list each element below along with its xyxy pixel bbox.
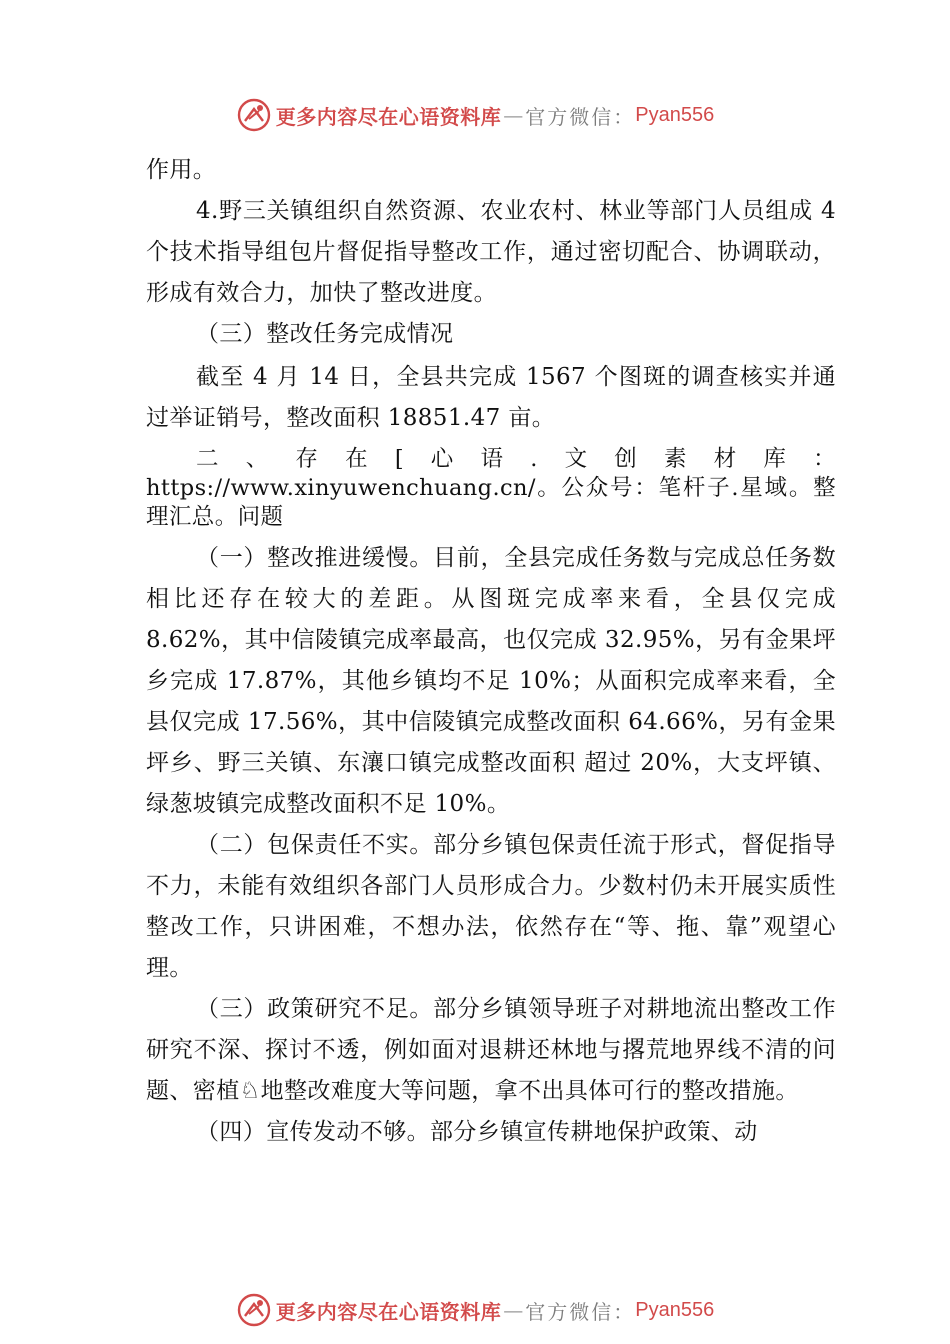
document-body xyxy=(146,150,836,1153)
book-logo-icon xyxy=(236,97,272,133)
banner-title: 更多内容尽在心语资料库 xyxy=(275,1299,502,1324)
footer-banner xyxy=(0,1290,950,1330)
paragraph: （四）宣传发动不够。部分乡镇宣传耕地保护政策、动 xyxy=(196,1119,758,1145)
banner-wechat-label: 官方微信： xyxy=(525,104,636,129)
section-heading: 二、存在[心语.文创素材库：https://www.xinyuwenchuang.cn/。公众号：笔杆子.星域。整理汇总。问题 xyxy=(146,446,836,530)
banner-wechat-id: Pyan556 xyxy=(635,1298,715,1321)
paragraph: 截至 4 月 14 日，全县共完成 1567 个图斑的调查核实并通过举证销号，整改面积 18851.47 亩。 xyxy=(146,364,836,431)
banner-separator: — xyxy=(503,103,524,127)
header-banner xyxy=(0,95,950,135)
paragraph: （三）政策研究不足。部分乡镇领导班子对耕地流出整改工作研究不深、探讨不透，例如面对退耕还林地与撂荒地界线不清的问题、密植♘地整改难度大等问题，拿不出具体可行的整改措施。 xyxy=(146,996,836,1104)
paragraph: 作用。 xyxy=(146,157,217,183)
banner-title: 更多内容尽在心语资料库 xyxy=(275,104,502,129)
book-logo-icon xyxy=(236,1292,272,1328)
section-heading: （三）整改任务完成情况 xyxy=(196,321,454,347)
banner-separator: — xyxy=(503,1298,524,1322)
banner-wechat-label: 官方微信： xyxy=(525,1299,636,1324)
paragraph: （二）包保责任不实。部分乡镇包保责任流于形式，督促指导不力，未能有效组织各部门人员形成合力。少数村仍未开展实质性整改工作，只讲困难，不想办法，依然存在“等、拖、靠”观望心理。 xyxy=(146,832,836,981)
paragraph: （一）整改推进缓慢。目前，全县完成任务数与完成总任务数相比还存在较大的差距。从图斑完成率来看，全县仅完成 8.62%，其中信陵镇完成率最高，也仅完成 32.95%，另有金果坪乡完成 17.87%，其他乡镇均不足 10%；从面积完成率来看，全县仅完成 17.56%，其中信陵镇完成整改面积 64.66%，另有金果坪乡、野三关镇、东瀼口镇完成整改面积 超过 20%，大支坪镇、绿葱坡镇完成整改面积不足 10%。 xyxy=(146,545,836,817)
paragraph: 4.野三关镇组织自然资源、农业农村、林业等部门人员组成 4 个技术指导组包片督促指导整改工作，通过密切配合、协调联动，形成有效合力，加快了整改进度。 xyxy=(146,198,836,306)
banner-wechat-id: Pyan556 xyxy=(635,103,715,126)
